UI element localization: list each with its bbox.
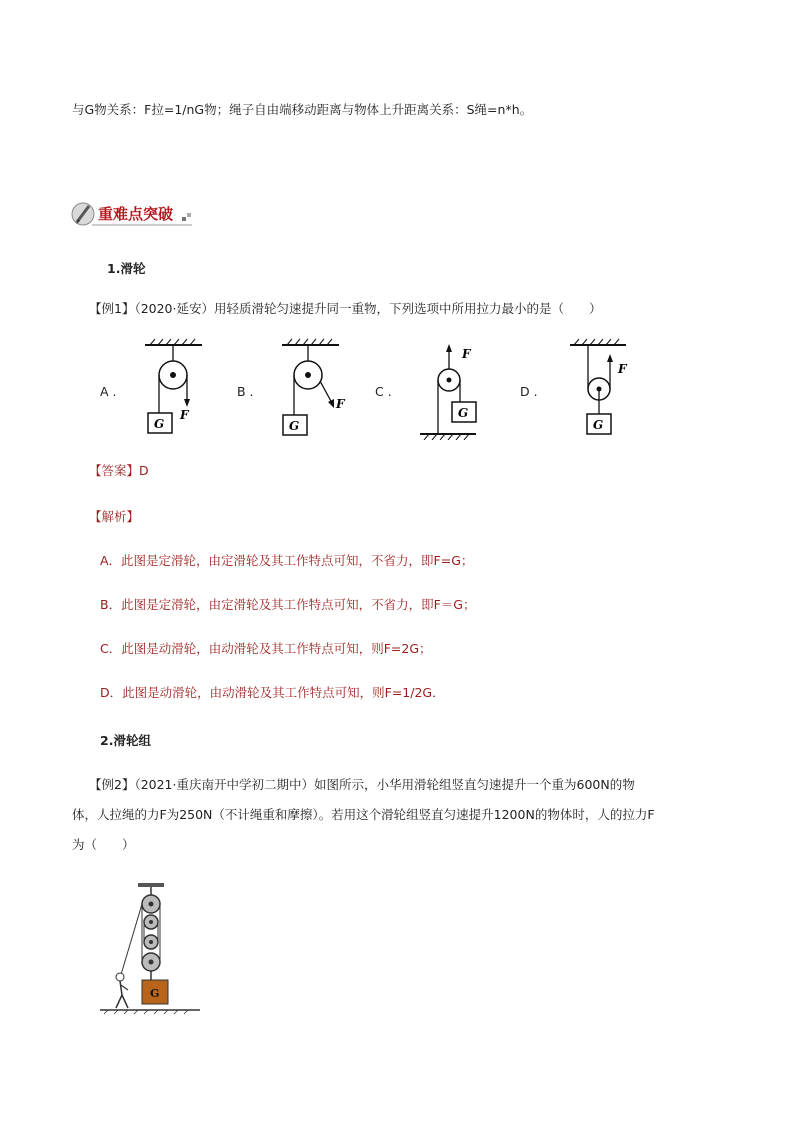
answer-label: 【答案】 (89, 463, 140, 478)
weight-label: G (154, 417, 165, 431)
example1-question: 【例1】（2020·延安）用轻质滑轮匀速提升同一重物，下列选项中所用拉力最小的是（ ） (89, 301, 602, 316)
force-label: F (336, 397, 345, 411)
option-c-label: C . (375, 384, 392, 399)
figure-c-movable-pulley (418, 340, 498, 440)
example2-line3: 为（ ） (72, 837, 135, 852)
figure-b-fixed-pulley (277, 337, 357, 439)
subheading-pulley: 1.滑轮 (107, 261, 146, 276)
weight-label: G (593, 418, 604, 432)
answer-value: D (139, 463, 149, 478)
figure-a-fixed-pulley (140, 337, 210, 439)
example2-line2: 体，人拉绳的力F为250N（不计绳重和摩擦）。若用这个滑轮组竖直匀速提升1200N的物体时，人的拉力F (72, 807, 655, 822)
section-heading (70, 199, 194, 229)
analysis-a: A．此图是定滑轮，由定滑轮及其工作特点可知，不省力，即F=G； (100, 553, 474, 568)
force-label: F (180, 408, 189, 422)
option-a-label: A . (100, 384, 117, 399)
analysis-d: D．此图是动滑轮，由动滑轮及其工作特点可知，则F=1/2G． (100, 685, 445, 700)
section-title: 重难点突破 (98, 205, 174, 223)
intro-text: 与G物关系：F拉=1/nG物；绳子自由端移动距离与物体上升距离关系：S绳=n*h。 (72, 102, 533, 117)
option-b-label: B . (237, 384, 254, 399)
option-d-label: D . (520, 384, 538, 399)
answer-line (89, 462, 149, 480)
weight-label: G (289, 419, 300, 433)
analysis-label: 【解析】 (89, 509, 140, 524)
figure-d-movable-pulley (568, 337, 648, 441)
example2-line1: 【例2】（2021·重庆南开中学初二期中）如图所示，小华用滑轮组竖直匀速提升一个重为600N的物 (89, 777, 635, 792)
force-label: F (618, 362, 627, 376)
figure-pulley-block (96, 880, 206, 1020)
analysis-c: C．此图是动滑轮，由动滑轮及其工作特点可知，则F=2G； (100, 641, 432, 656)
force-label: F (462, 347, 471, 361)
load-label: G (150, 987, 160, 1000)
analysis-b: B．此图是定滑轮，由定滑轮及其工作特点可知，不省力，即F＝G； (100, 597, 476, 612)
subheading-pulley-block: 2.滑轮组 (100, 733, 151, 748)
weight-label: G (458, 406, 469, 420)
